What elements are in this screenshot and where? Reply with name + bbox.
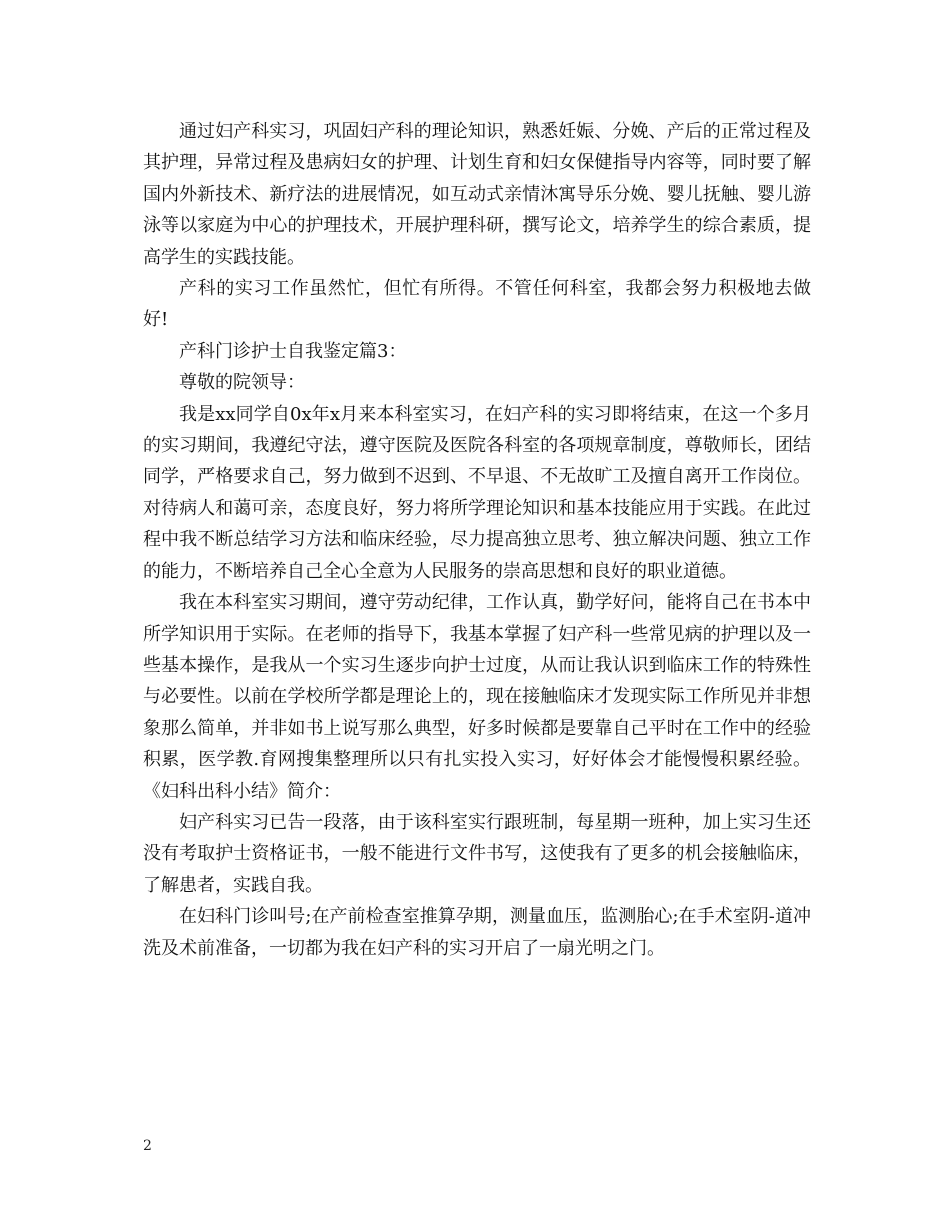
paragraph-2: 产科的实习工作虽然忙，但忙有所得。不管任何科室，我都会努力积极地去做好! [143,278,811,331]
document-body [143,116,811,964]
paragraph-3: 产科门诊护士自我鉴定篇3： [179,340,407,362]
page-number: 2 [143,1138,152,1154]
paragraph-5: 我是xx同学自0x年x月来本科室实习，在妇产科的实习即将结束，在这一个多月的实习期间，我遵纪守法，遵守医院及医院各科室的各项规章制度，尊敬师长，团结同学，严格要求自己，努力做到不迟到、不早退、不无故旷工及擅自离开工作岗位。对待病人和蔼可亲，态度良好，努力将所学理论知识和基本技能应用于实践。在此过程中我不断总结学习方法和临床经验，尽力提高独立思考、独立解决问题、独立工作的能力，不断培养自己全心全意为人民服务的崇高思想和良好的职业道德。 [143,403,811,582]
paragraph-8: 在妇科门诊叫号;在产前检查室推算孕期，测量血压，监测胎心;在手术室阴-道冲洗及术前准备，一切都为我在妇产科的实习开启了一扇光明之门。 [143,906,811,959]
paragraph-7: 妇产科实习已告一段落，由于该科室实行跟班制，每星期一班种，加上实习生还没有考取护士资格证书，一般不能进行文件书写，这使我有了更多的机会接触临床，了解患者，实践自我。 [143,811,811,896]
paragraph-4: 尊敬的院领导： [179,372,305,394]
paragraph-1: 通过妇产科实习，巩固妇产科的理论知识，熟悉妊娠、分娩、产后的正常过程及其护理，异常过程及患病妇女的护理、计划生育和妇女保健指导内容等，同时要了解国内外新技术、新疗法的进展情况，如互动式亲情沐寓导乐分娩、婴儿抚触、婴儿游泳等以家庭为中心的护理技术，开展护理科研，撰写论文，培养学生的综合素质，提高学生的实践技能。 [143,121,811,268]
paragraph-6: 我在本科室实习期间，遵守劳动纪律，工作认真，勤学好问，能将自己在书本中所学知识用于实际。在老师的指导下，我基本掌握了妇产科一些常见病的护理以及一些基本操作，是我从一个实习生逐步向护士过度，从而让我认识到临床工作的特殊性与必要性。以前在学校所学都是理论上的，现在接触临床才发现实际工作所见并非想象那么简单，并非如书上说写那么典型，好多时候都是要靠自己平时在工作中的经验积累，医学教.育网搜集整理所以只有扎实投入实习，好好体会才能慢慢积累经验。《妇科出科小结》简介： [143,592,811,802]
